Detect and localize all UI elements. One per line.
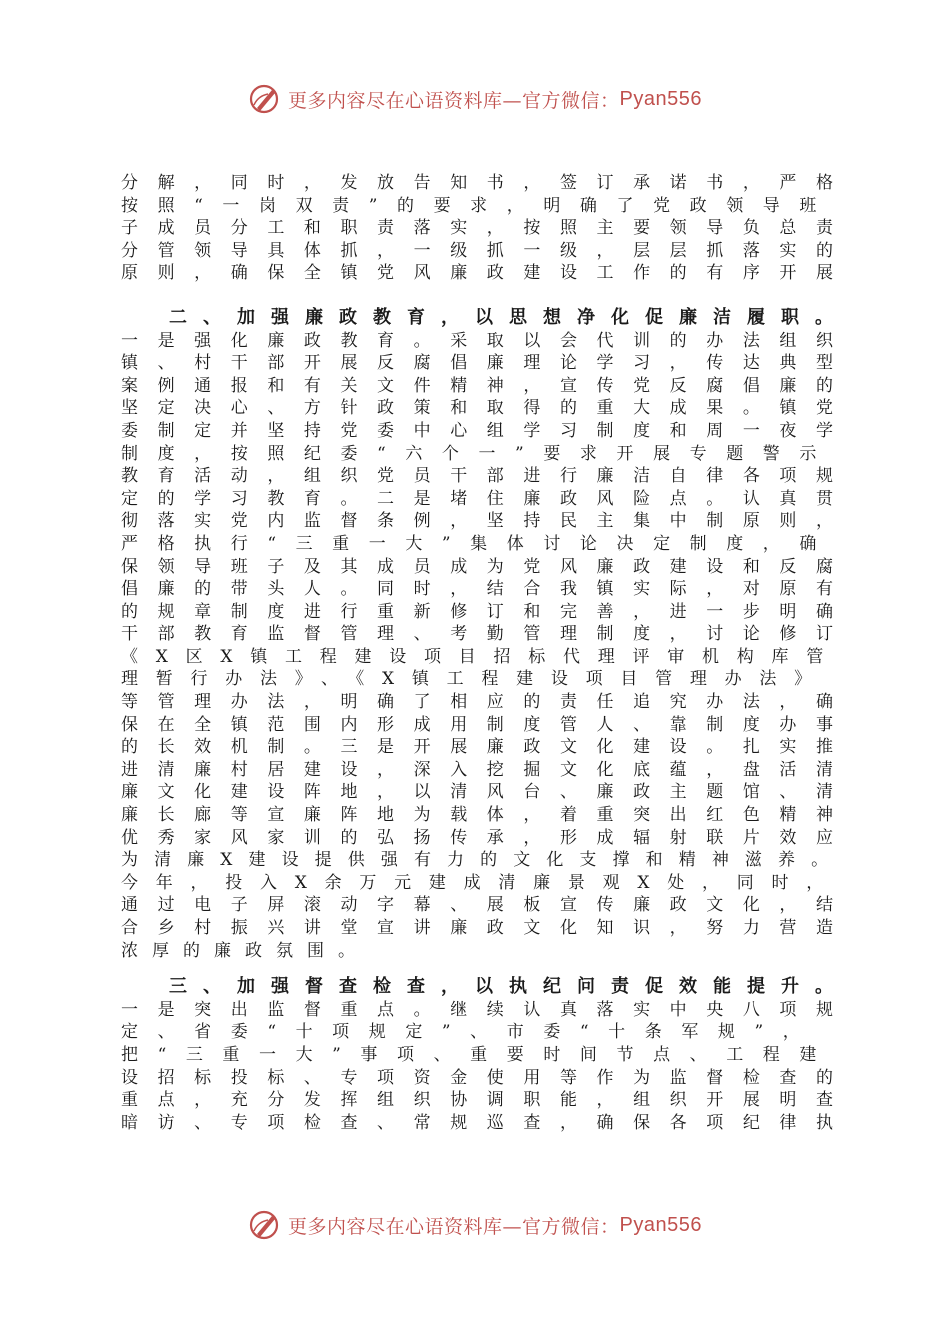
header-watermark-text: 更多内容尽在心语资料库—官方微信： [288, 89, 620, 112]
pen-logo-icon [248, 1208, 282, 1242]
text-line: 今年，投入X余万元建成清廉景观X处，同时， [121, 872, 841, 893]
document-body [121, 172, 853, 1134]
text-line: 把“三重一大”事项、重要时间节点、工程建 [121, 1044, 836, 1065]
section-2-paragraph [121, 330, 853, 940]
text-line: 定的学习教育。二是堵住廉政风险点。认真贯 [121, 488, 853, 509]
text-line: 子成员分工和职责落实，按照主要领导负总责 [121, 218, 853, 239]
footer-watermark [0, 1208, 950, 1242]
text-line: 通过电子屏滚动字幕、展板宣传廉政文化，结 [121, 895, 853, 916]
footer-watermark-text: 更多内容尽在心语资料库—官方微信： [288, 1215, 620, 1238]
text-line: 设招标投标、专项资金使用等作为监督检查的 [121, 1067, 853, 1088]
text-line: 保领导班子及其成员成为党风廉政建设和反腐 [121, 556, 853, 577]
header-watermark-id: Pyan556 [619, 87, 702, 110]
text-line: 的规章制度进行重新修订和完善，进一步明确 [121, 601, 853, 622]
text-line: 教育活动，组织党员干部进行廉洁自律各项规 [121, 466, 853, 487]
text-line: 廉长廊等宣廉阵地为载体，着重突出红色精神 [121, 805, 853, 826]
footer-watermark-id: Pyan556 [619, 1213, 702, 1236]
text-line: 分管领导具体抓，一级抓一级，层层抓落实的 [121, 240, 853, 261]
text-line: 廉文化建设阵地，以清风台、廉政主题馆、清 [121, 782, 853, 803]
text-line: 案例通报和有关文件精神，宣传党反腐倡廉的 [121, 375, 853, 396]
text-line: 《X区X镇工程建设项目招标代理评审机构库管 [121, 646, 841, 667]
text-line: 合乡村振兴讲堂宣讲廉政文化知识，努力营造 [121, 918, 853, 938]
text-line: 重点，充分发挥组织协调职能，组织开展明查 [121, 1090, 853, 1111]
header-watermark [0, 82, 950, 116]
text-line: 委制定并坚持党委中心组学习制度和周一夜学 [121, 420, 853, 441]
text-line: 分解，同时，发放告知书，签订承诺书，严格 [121, 173, 853, 193]
section-2-heading: 二、加强廉政教育，以思想净化促廉洁履职。 [169, 306, 849, 328]
text-line: 坚定决心、方针政策和取得的重大成果。镇党 [121, 398, 853, 419]
text-line: 保在全镇范围内形成用制度管人、靠制度办事 [121, 714, 853, 735]
section-3-heading: 三、加强督查检查，以执纪问责促效能提升。 [169, 976, 849, 998]
text-line: 原则，确保全镇党风廉政建设工作的有序开展 [121, 263, 853, 284]
text-line: 优秀家风家训的弘扬传承，形成辐射联片效应 [121, 827, 853, 848]
text-line: 严格执行“三重一大”集体讨论决定制度，确 [121, 533, 836, 554]
text-line: 倡廉的带头人。同时，结合我镇实际，对原有 [121, 579, 853, 600]
text-line: 制度，按照纪委“六个一”要求开展专题警示 [121, 443, 836, 464]
section-3-paragraph [121, 999, 853, 1135]
text-line: 等管理办法，明确了相应的责任追究办法，确 [121, 692, 853, 713]
text-line: 暗访、专项检查、常规巡查，确保各项纪律执 [121, 1112, 853, 1133]
text-line: 按照“一岗双责”的要求，明确了党政领导班 [121, 195, 836, 216]
text-line: 一是强化廉政教育。采取以会代训的办法组织 [121, 330, 853, 351]
text-line: 镇、村干部开展反腐倡廉理论学习，传达典型 [121, 353, 853, 374]
text-line: 理暂行办法》、《X镇工程建设项目管理办法》 [121, 669, 829, 690]
pen-logo-icon [248, 82, 282, 116]
text-line: 干部教育监督管理、考勤管理制度，讨论修订 [121, 624, 853, 645]
text-line: 彻落实党内监督条例，坚持民主集中制原则， [121, 511, 853, 532]
text-line: 为清廉X建设提供强有力的文化支撑和精神滋养。 [121, 850, 845, 871]
text-line: 进清廉村居建设，深入挖掘文化底蕴，盘活清 [121, 759, 853, 780]
text-line: 的长效机制。三是开展廉政文化建设。扎实推 [121, 737, 853, 758]
intro-paragraph [121, 172, 853, 285]
section-2-last-line: 浓厚的廉政氛围。 [121, 940, 369, 961]
text-line: 定、省委“十项规定”、市委“十条军规”， [121, 1022, 820, 1043]
text-line: 一是突出监督重点。继续认真落实中央八项规 [121, 999, 853, 1020]
